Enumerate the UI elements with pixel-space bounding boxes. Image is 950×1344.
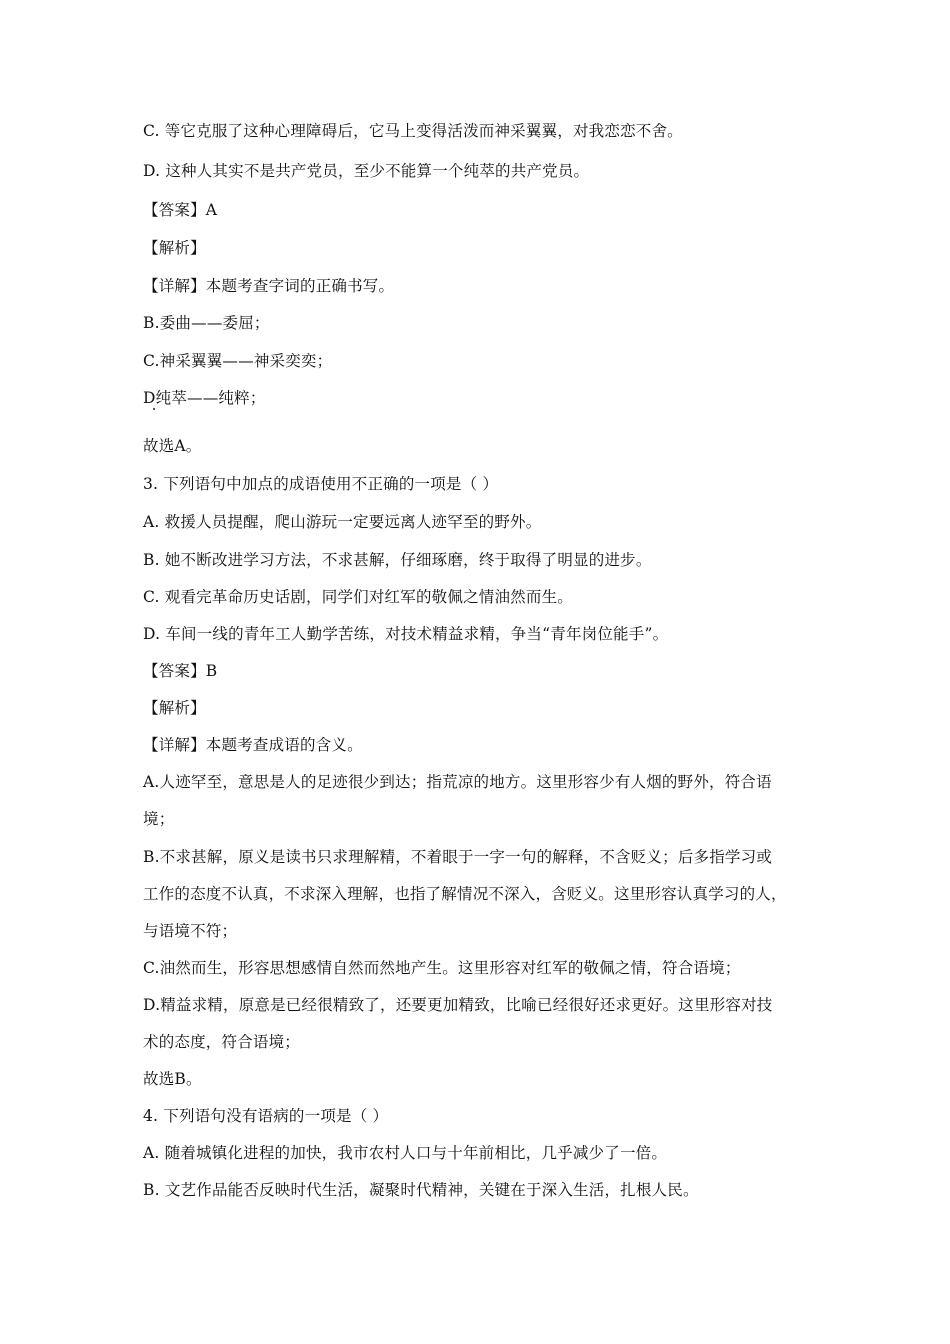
explanation-line: 术的态度，符合语境； <box>143 1033 301 1051</box>
explanation-line: 境； <box>143 810 175 828</box>
detail-line: 【详解】本题考查成语的含义。 <box>143 736 363 754</box>
explanation-line: B.委曲——委屈； <box>143 314 270 332</box>
question-3-title: 3. 下列语句中加点的成语使用不正确的一项是（ ） <box>143 475 499 493</box>
punctuation-dot <box>153 408 155 410</box>
explanation-line: B.不求甚解，原义是读书只求理解精，不着眼于一字一句的解释，不含贬义；后多指学习或 <box>143 848 773 866</box>
conclusion-line: 故选B。 <box>143 1070 202 1088</box>
option-d-line: D. 车间一线的青年工人勤学苦练，对技术精益求精，争当“青年岗位能手”。 <box>143 625 669 643</box>
explanation-line: 工作的态度不认真，不求深入理解，也指了解情况不深入，含贬义。这里形容认真学习的人， <box>143 885 787 903</box>
option-c-line: C. 等它克服了这种心理障碍后，它马上变得活泼而神采翼翼，对我恋恋不舍。 <box>143 122 683 140</box>
analysis-label: 【解析】 <box>143 699 206 717</box>
option-c-line: C. 观看完革命历史话剧，同学们对红军的敬佩之情油然而生。 <box>143 588 573 606</box>
detail-line: 【详解】本题考查字词的正确书写。 <box>143 277 395 295</box>
answer-label: 【答案】A <box>143 201 218 219</box>
option-b-line: B. 文艺作品能否反映时代生活，凝聚时代精神，关键在于深入生活，扎根人民。 <box>143 1181 699 1199</box>
explanation-line: D.精益求精，原意是已经很精致了，还要更加精致，比喻已经很好还求更好。这里形容对技 <box>143 996 773 1014</box>
explanation-line: C.油然而生，形容思想感情自然而然地产生。这里形容对红军的敬佩之情，符合语境； <box>143 959 741 977</box>
analysis-label: 【解析】 <box>143 239 206 257</box>
explanation-line: 与语境不符； <box>143 922 238 940</box>
question-4-title: 4. 下列语句没有语病的一项是（ ） <box>143 1107 389 1125</box>
option-a-line: A. 随着城镇化进程的加快，我市农村人口与十年前相比，几乎减少了一倍。 <box>143 1144 668 1162</box>
option-d-line: D. 这种人其实不是共产党员，至少不能算一个纯萃的共产党员。 <box>143 162 590 180</box>
answer-label: 【答案】B <box>143 662 218 680</box>
option-b-line: B. 她不断改进学习方法，不求甚解，仔细琢磨，终于取得了明显的进步。 <box>143 551 652 569</box>
explanation-line: C.神采翼翼——神采奕奕； <box>143 352 333 370</box>
conclusion-line: 故选A。 <box>143 437 202 455</box>
explanation-line: A.人迹罕至，意思是人的足迹很少到达；指荒凉的地方。这里形容少有人烟的野外，符合语 <box>143 773 772 791</box>
explanation-line: D纯萃——纯粹； <box>143 389 266 407</box>
option-a-line: A. 救援人员提醒，爬山游玩一定要远离人迹罕至的野外。 <box>143 513 542 531</box>
